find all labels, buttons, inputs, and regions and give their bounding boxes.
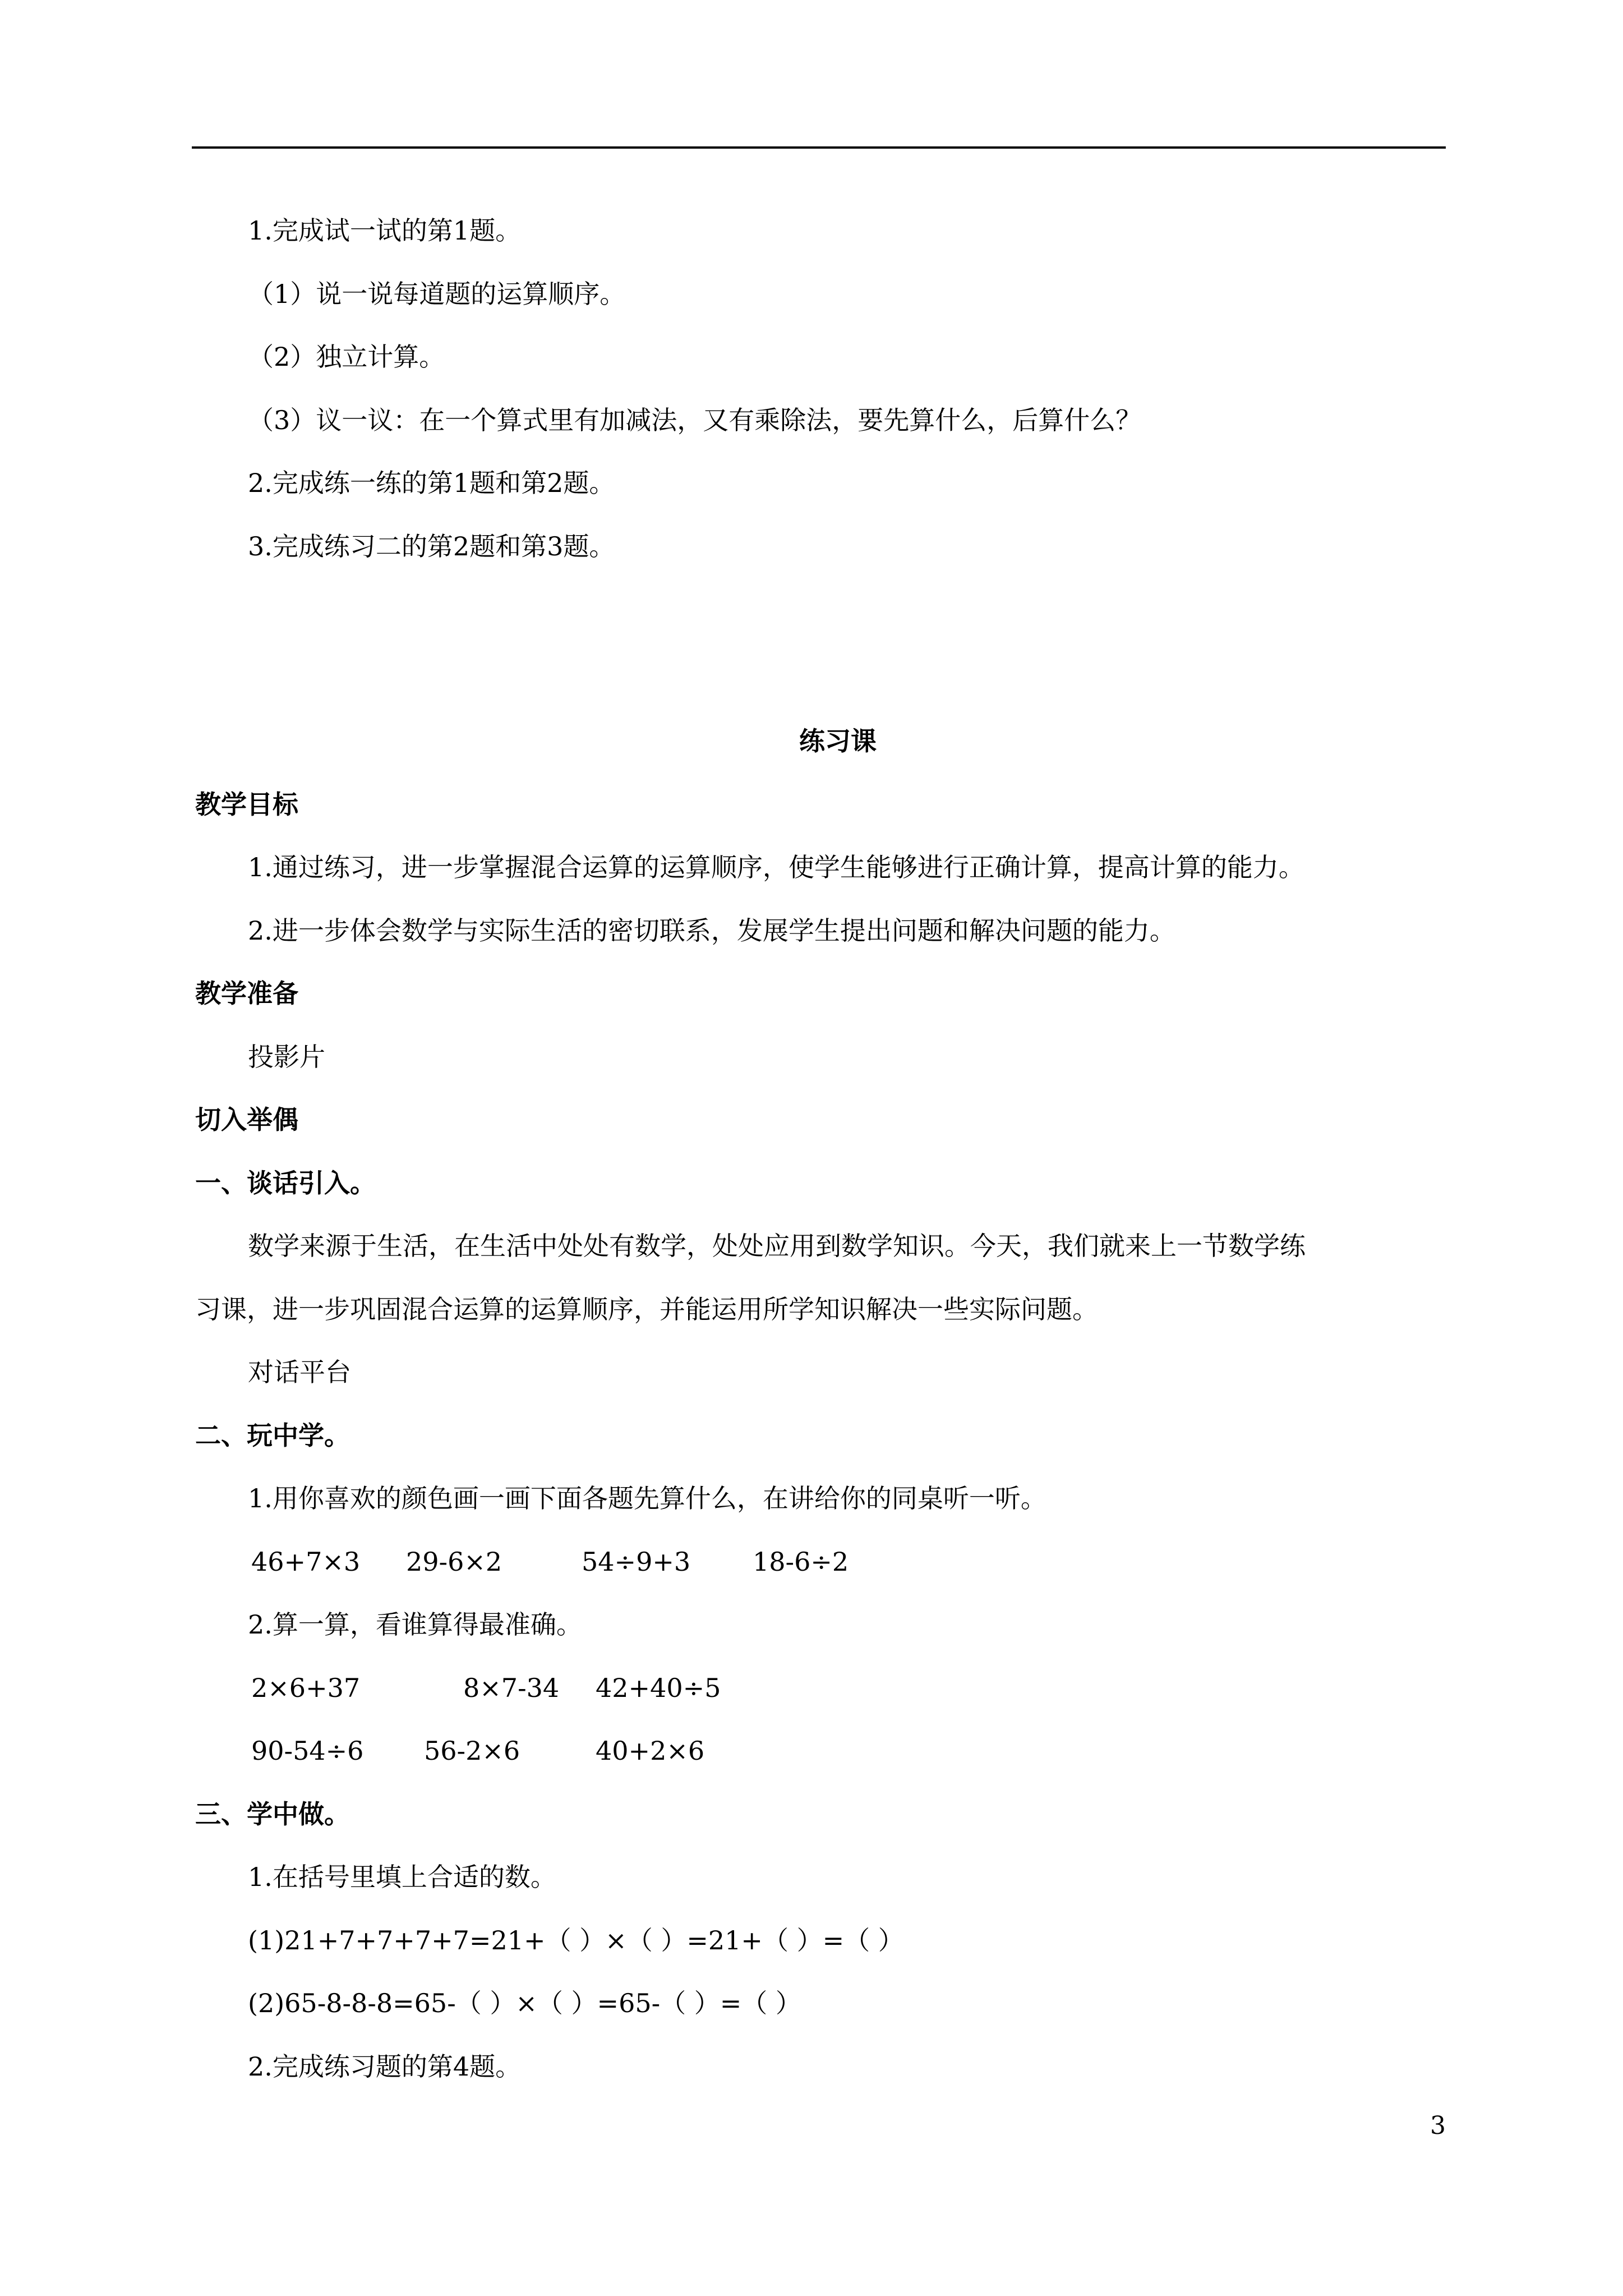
- expression: 46+7×3: [251, 1547, 361, 1577]
- goal-2: 2.进一步体会数学与实际生活的密切联系，发展学生提出问题和解决问题的能力。: [248, 915, 1175, 946]
- s3-fill-expression-2: (2)65-8-8-8=65-（ ）×（ ）=65-（ ）=（ ）: [248, 1988, 801, 2018]
- top-subitem-3: （3）议一议：在一个算式里有加减法，又有乘除法，要先算什么，后算什么？: [248, 405, 1142, 435]
- dialogue-label: 对话平台: [248, 1357, 351, 1387]
- expression: 8×7-34: [463, 1673, 560, 1703]
- expression: 56-2×6: [424, 1736, 520, 1766]
- section2-heading: 二、玩中学。: [195, 1420, 350, 1451]
- expression: 54÷9+3: [582, 1547, 691, 1577]
- s2-item-1: 1.用你喜欢的颜色画一画下面各题先算什么，在讲给你的同桌听一听。: [248, 1483, 1046, 1513]
- s2-expression-row-3: [0, 1734, 1623, 1768]
- top-item-2: 2.完成练一练的第1题和第2题。: [248, 468, 615, 498]
- lesson-title: 练习课: [799, 726, 877, 756]
- prep-heading: 教学准备: [195, 978, 298, 1009]
- header-rule: [192, 146, 1446, 149]
- expression: 40+2×6: [596, 1736, 705, 1766]
- top-subitem-2: （2）独立计算。: [248, 342, 445, 372]
- expression: 2×6+37: [251, 1673, 361, 1703]
- expression: 90-54÷6: [251, 1736, 364, 1766]
- goals-heading: 教学目标: [195, 789, 298, 820]
- expression: 29-6×2: [406, 1547, 502, 1577]
- top-item-1: 1.完成试一试的第1题。: [248, 215, 522, 246]
- page-number: 3: [1430, 2111, 1446, 2140]
- top-item-3: 3.完成练习二的第2题和第3题。: [248, 531, 615, 562]
- s2-item-2: 2.算一算，看谁算得最准确。: [248, 1609, 582, 1640]
- expression: 18-6÷2: [753, 1547, 849, 1577]
- s2-expression-row-2: [0, 1671, 1623, 1705]
- section1-paragraph-line1: 数学来源于生活，在生活中处处有数学，处处应用到数学知识。今天，我们就来上一节数学练: [248, 1231, 1306, 1261]
- s2-expression-row-1: [0, 1545, 1623, 1579]
- s3-fill-expression-1: (1)21+7+7+7+7=21+（ ）×（ ）=21+（ ）=（ ）: [248, 1925, 904, 1955]
- goal-1: 1.通过练习，进一步掌握混合运算的运算顺序，使学生能够进行正确计算，提高计算的能力。: [248, 852, 1304, 882]
- s3-item-1: 1.在括号里填上合适的数。: [248, 1862, 556, 1892]
- s3-item-2: 2.完成练习题的第4题。: [248, 2051, 522, 2082]
- intro-heading: 切入举偶: [195, 1105, 298, 1135]
- section3-heading: 三、学中做。: [195, 1799, 350, 1829]
- expression: 42+40÷5: [596, 1673, 721, 1703]
- section1-paragraph-line2: 习课，进一步巩固混合运算的运算顺序，并能运用所学知识解决一些实际问题。: [195, 1294, 1098, 1324]
- prep-item: 投影片: [248, 1042, 325, 1072]
- top-subitem-1: （1）说一说每道题的运算顺序。: [248, 279, 626, 309]
- section1-heading: 一、谈话引入。: [195, 1168, 376, 1198]
